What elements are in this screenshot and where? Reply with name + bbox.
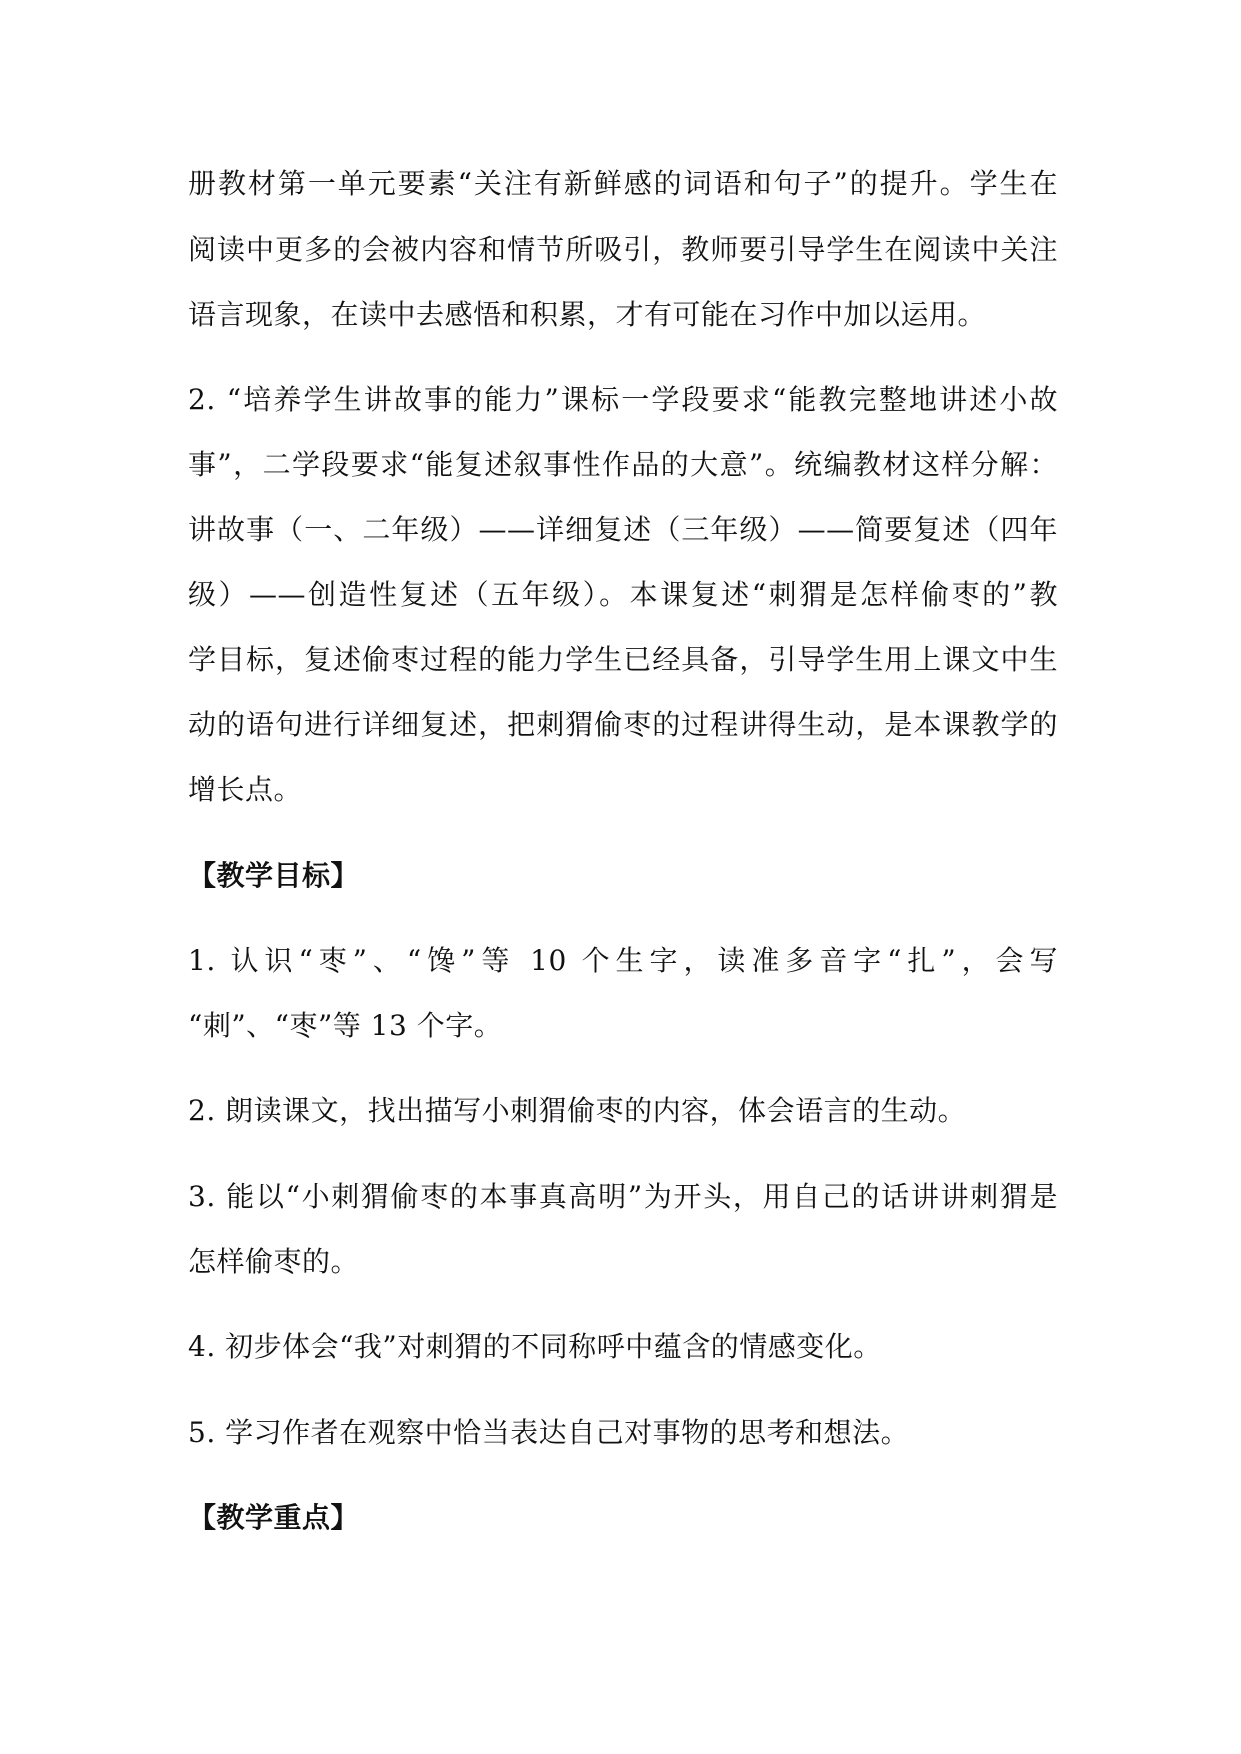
paragraph-1-line-2: 阅读中更多的会被内容和情节所吸引，教师要引导学生在阅读中关注 — [188, 233, 1058, 266]
paragraph-1-line-3: 语言现象，在读中去感悟和积累，才有可能在习作中加以运用。 — [188, 298, 987, 331]
paragraph-2-line-5: 学目标，复述偷枣过程的能力学生已经具备，引导学生用上课文中生 — [188, 643, 1058, 676]
section-heading-goals: 【教学目标】 — [188, 859, 360, 892]
paragraph-2-line-2: 事”，二学段要求“能复述叙事性作品的大意”。统编教材这样分解： — [188, 448, 1058, 481]
paragraph-1-line-1: 册教材第一单元要素“关注有新鲜感的词语和句子”的提升。学生在 — [188, 167, 1058, 200]
paragraph-2-line-6: 动的语句进行详细复述，把刺猬偷枣的过程讲得生动，是本课教学的 — [188, 708, 1058, 741]
paragraph-2-line-7: 增长点。 — [188, 773, 303, 806]
goal-5-line-1: 5. 学习作者在观察中恰当表达自己对事物的思考和想法。 — [188, 1416, 910, 1449]
paragraph-2-line-1: 2. “培养学生讲故事的能力”课标一学段要求“能教完整地讲述小故 — [188, 383, 1058, 416]
section-heading-key-points: 【教学重点】 — [188, 1501, 360, 1534]
goal-3-line-2: 怎样偷枣的。 — [188, 1245, 360, 1278]
goal-2-line-1: 2. 朗读课文，找出描写小刺猬偷枣的内容，体会语言的生动。 — [188, 1094, 967, 1127]
goal-3-line-1: 3. 能以“小刺猬偷枣的本事真高明”为开头，用自己的话讲讲刺猬是 — [188, 1180, 1058, 1213]
goal-1-line-1: 1. 认识“枣”、“馋”等 10 个生字，读准多音字“扎”，会写 — [188, 944, 1058, 977]
goal-1-line-2: “刺”、“枣”等 13 个字。 — [188, 1009, 503, 1042]
goal-4-line-1: 4. 初步体会“我”对刺猬的不同称呼中蕴含的情感变化。 — [188, 1330, 882, 1363]
paragraph-2-line-3: 讲故事（一、二年级）——详细复述（三年级）——简要复述（四年 — [188, 513, 1058, 546]
paragraph-2-line-4: 级）——创造性复述（五年级）。本课复述“刺猬是怎样偷枣的”教 — [188, 578, 1058, 611]
